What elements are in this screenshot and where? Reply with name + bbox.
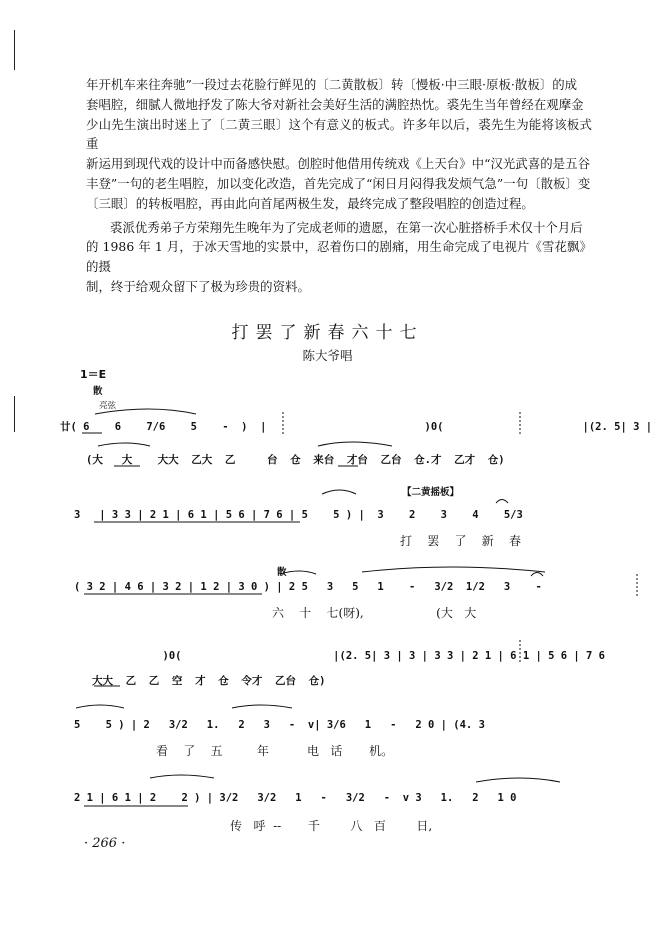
text-line: 丰登”一句的老生唱腔，加以变化改造，首先完成了“闲日月闷得我发烦气急”一句〔散板〕变 bbox=[86, 175, 591, 191]
slur-mark bbox=[476, 778, 560, 782]
slur-mark bbox=[95, 409, 196, 414]
san-marking: 散 bbox=[93, 386, 103, 397]
text-line: 新运用到现代戏的设计中而备感快慰。创腔时他借用传统戏《上天台》中“汉光武喜的是五谷 bbox=[86, 156, 591, 172]
percussion-row: (大 大 大大 乙大 乙 台 仓 来台 才台 乙台 仓.才 乙才 仓) bbox=[86, 454, 505, 466]
erhuang-yaoban-tag: 【二黄摇板】 bbox=[402, 487, 460, 498]
page-number: · 266 · bbox=[84, 836, 126, 851]
lyric-row: 传 呼 -- 千 八 百 日, bbox=[230, 819, 433, 833]
lyric-row: 看 了 五 年 电 话 机。 bbox=[156, 744, 394, 758]
notation-row: 廿( 6 6 7/6 5 - ) | )0( |(2. 5| 3 | bbox=[60, 421, 653, 433]
text-line: 少山先生演出时迷上了〔二黄三眼〕这个有意义的板式。许多年以后，裘先生为能将该板式重 bbox=[86, 116, 592, 152]
notation-row: 3 | 3 3 | 2 1 | 6 1 | 5 6 | 7 6 | 5 5 ) | 3 2 3 4 5/3 bbox=[74, 509, 523, 521]
san-marking: 散 bbox=[277, 567, 287, 578]
text-line: 裘派优秀弟子方荣翔先生晚年为了完成老师的遗愿，在第一次心脏搭桥手术仅十个月后 bbox=[110, 219, 583, 235]
fermata-mark bbox=[496, 500, 508, 504]
text-line: 〔三眼〕的转板唱腔，再由此向首尾两极生发，最终完成了整段唱腔的创造过程。 bbox=[86, 195, 534, 211]
notation-row: 2 1 | 6 1 | 2 2 ) | 3/2 3/2 1 - 3/2 - v 3 1. 2 1 0 bbox=[74, 792, 517, 804]
slur-mark bbox=[318, 442, 392, 446]
notation-row: 5 5 ) | 2 3/2 1. 2 3 - v| 3/6 1 - 2 0 | (4. 3 bbox=[74, 719, 485, 731]
text-line: 的 1986 年 1 月，于冰天雪地的实景中，忍着伤口的剧痛，用生命完成了电视片《雪花飘》的摄 bbox=[86, 239, 592, 275]
slur-mark bbox=[232, 705, 292, 708]
lyric-row: 打 罢 了 新 春 bbox=[400, 534, 522, 548]
slur-mark bbox=[76, 705, 124, 708]
score-title: 打罢了新春六十七 bbox=[231, 323, 424, 343]
notation-row: )0( |(2. 5| 3 | 3 | 3 3 | 2 1 | 6 1 | 5 6 | 7 6 bbox=[74, 650, 606, 662]
slur-mark bbox=[98, 443, 150, 446]
text-line: 年开机车来往奔驰”一段过去花脸行鲜见的〔二黄散板〕转〔慢板·中三眼·原板·散板〕的成 bbox=[86, 77, 578, 92]
text-line: 制，终于给观众留下了极为珍贵的资料。 bbox=[86, 278, 310, 294]
jinghu-marking: 亮弦 bbox=[99, 401, 117, 411]
score-singer: 陈大爷唱 bbox=[302, 348, 353, 363]
notation-row: ( 3 2 | 4 6 | 3 2 | 1 2 | 3 0 ) | 2 5 3 5 1 - 3/2 1/2 3 - bbox=[74, 581, 542, 593]
slur-mark bbox=[280, 571, 316, 574]
fermata-mark bbox=[531, 573, 543, 577]
slur-mark bbox=[322, 490, 356, 494]
slur-mark bbox=[150, 775, 214, 778]
key-signature: 1＝E bbox=[80, 368, 107, 381]
percussion-row: 大大 乙 乙 空 才 仓 令才 乙台 仓) bbox=[92, 675, 326, 687]
text-line: 套唱腔，细腻人微地抒发了陈大爷对新社会美好生活的满腔热忱。裘先生当年曾经在观摩金 bbox=[86, 96, 584, 112]
lyric-row: 六 十 七(呀), (大 大 bbox=[272, 606, 477, 620]
slur-mark bbox=[362, 567, 545, 572]
